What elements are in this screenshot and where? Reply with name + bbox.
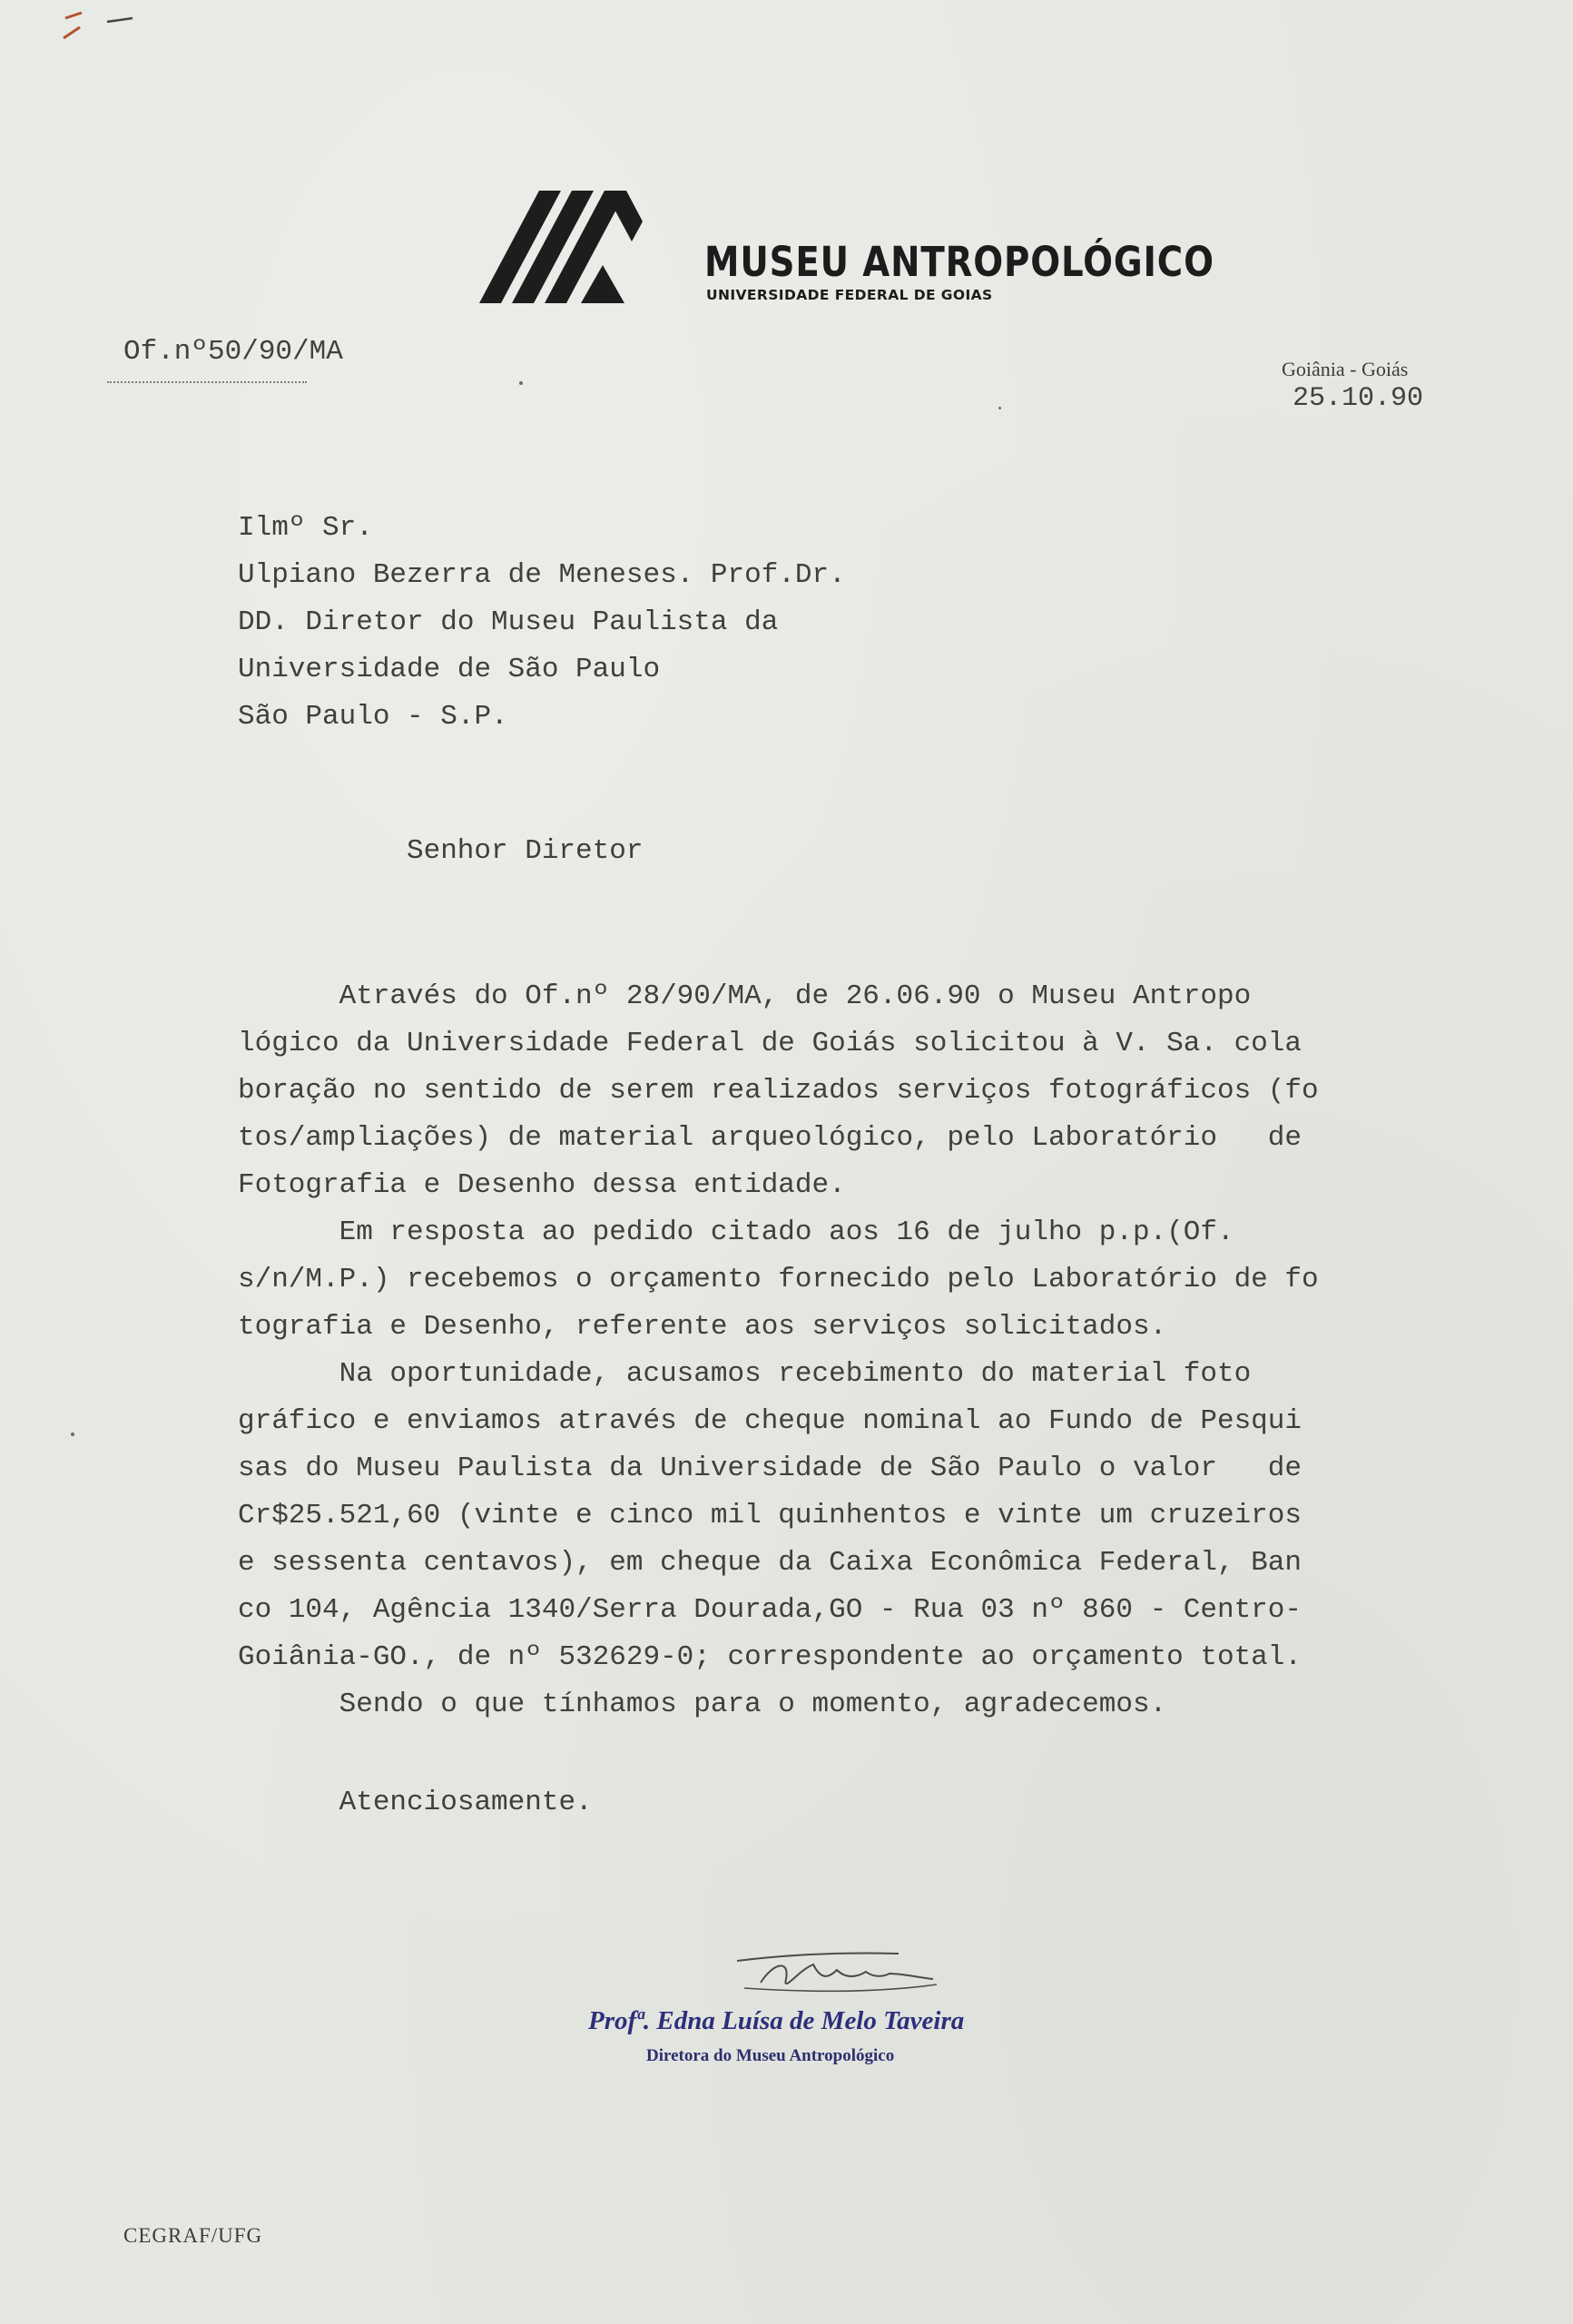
paper-speck (519, 381, 523, 385)
body-line: co 104, Agência 1340/Serra Dourada,GO - Rua 03 nº 860 - Centro- (238, 1594, 1302, 1626)
letter-date: 25.10.90 (1293, 383, 1424, 414)
body-line: Cr$25.521,60 (vinte e cinco mil quinhentos e vinte um cruzeiros (238, 1500, 1302, 1531)
body-line: Através do Of.nº 28/90/MA, de 26.06.90 o Museu Antropo (238, 980, 1252, 1012)
recipient-line: DD. Diretor do Museu Paulista da (238, 606, 779, 638)
body-line: Sendo o que tínhamos para o momento, agradecemos. (238, 1689, 1167, 1720)
reference-number: Of.nº50/90/MA (123, 336, 343, 368)
closing: Atenciosamente. (238, 1787, 593, 1818)
body-line: Goiânia-GO., de nº 532629-0; correspondente ao orçamento total. (238, 1641, 1302, 1673)
body-line: tos/ampliações) de material arqueológico, pelo Laboratório de (238, 1122, 1302, 1154)
printer-mark: CEGRAF/UFG (123, 2224, 263, 2247)
body-line: gráfico e enviamos através de cheque nominal ao Fundo de Pesqui (238, 1405, 1302, 1437)
reference-underline (107, 381, 307, 383)
letterhead-subtitle: UNIVERSIDADE FEDERAL DE GOIAS (706, 287, 993, 303)
recipient-line: Ilmº Sr. (238, 512, 373, 544)
body-line: tografia e Desenho, referente aos serviços solicitados. (238, 1311, 1167, 1343)
body-line: boração no sentido de serem realizados serviços fotográficos (fo (238, 1075, 1319, 1107)
recipient-line: Ulpiano Bezerra de Meneses. Prof.Dr. (238, 559, 846, 591)
body-line: e sessenta centavos), em cheque da Caixa Econômica Federal, Ban (238, 1547, 1302, 1579)
signatory-name: Profª. Edna Luísa de Melo Taveira (588, 2006, 965, 2035)
salutation: Senhor Diretor (407, 835, 644, 867)
body-line: Em resposta ao pedido citado aos 16 de julho p.p.(Of. (238, 1216, 1234, 1248)
body-line: Na oportunidade, acusamos recebimento do material foto (238, 1358, 1252, 1390)
recipient-line: Universidade de São Paulo (238, 654, 661, 685)
letter-place: Goiânia - Goiás (1282, 358, 1409, 380)
signatory-title: Diretora do Museu Antropológico (646, 2046, 895, 2065)
paper-speck (71, 1433, 74, 1436)
letterhead-title: MUSEU ANTROPOLÓGICO (704, 238, 1214, 286)
corner-pen-mark (54, 7, 136, 53)
paper-speck (998, 407, 1001, 409)
recipient-line: São Paulo - S.P. (238, 701, 508, 733)
body-line: lógico da Universidade Federal de Goiás solicitou à V. Sa. cola (238, 1028, 1302, 1059)
body-line: sas do Museu Paulista da Universidade de São Paulo o valor de (238, 1452, 1302, 1484)
museum-logo-icon (479, 191, 643, 303)
letterhead (479, 191, 1214, 309)
body-line: s/n/M.P.) recebemos o orçamento fornecido pelo Laboratório de fo (238, 1264, 1319, 1295)
handwritten-signature (726, 1943, 944, 2006)
body-line: Fotografia e Desenho dessa entidade. (238, 1169, 846, 1201)
